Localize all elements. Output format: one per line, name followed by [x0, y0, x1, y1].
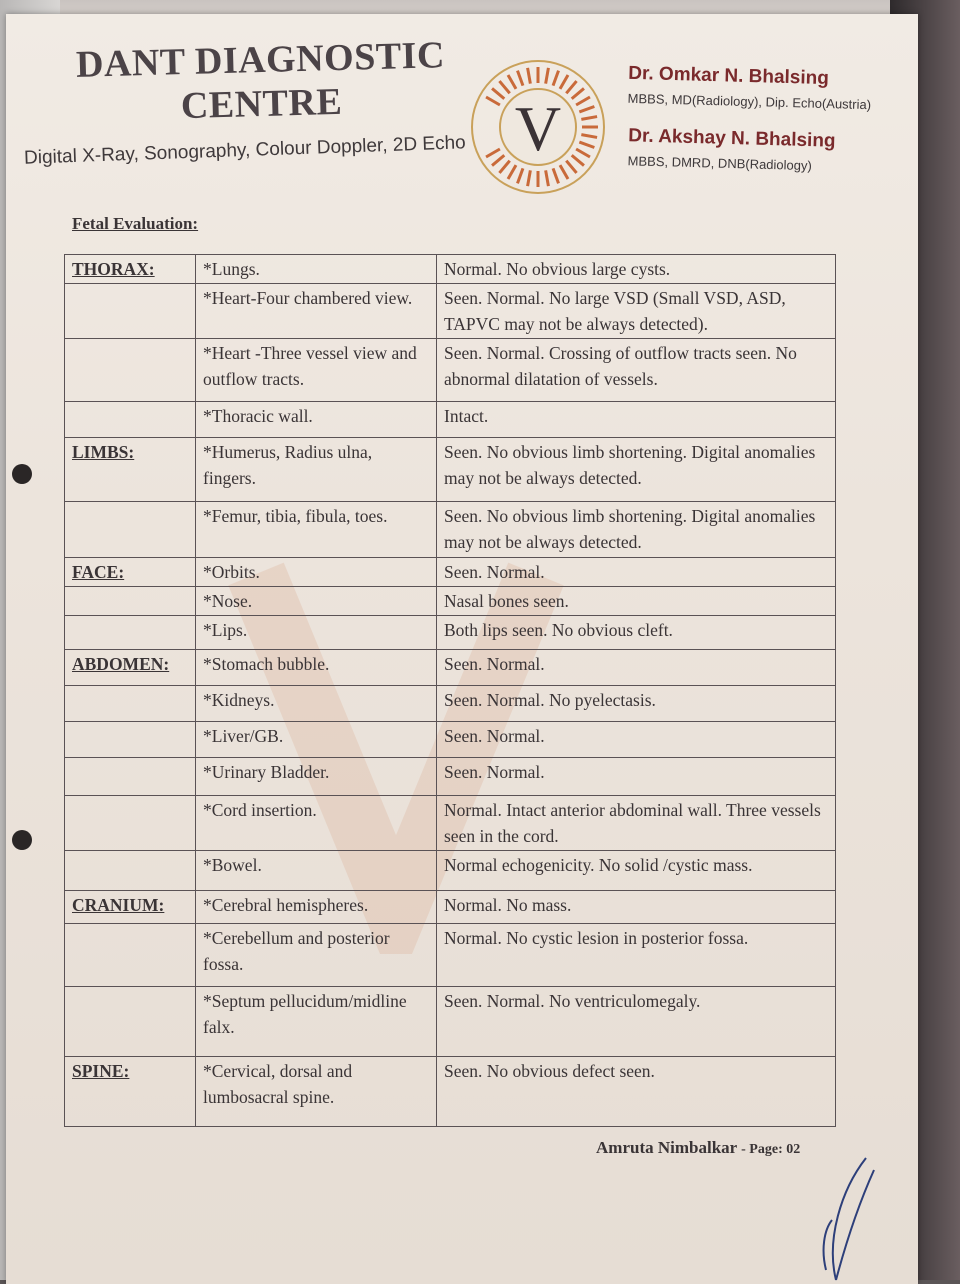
- item-cell: *Orbits.: [196, 558, 437, 587]
- logo-ray: [508, 75, 516, 89]
- doctor-1: [627, 63, 872, 112]
- logo-ray: [528, 170, 531, 186]
- item-cell: *Thoracic wall.: [196, 402, 437, 438]
- category-cell: [65, 851, 196, 891]
- logo-ray: [566, 81, 576, 93]
- table-row: [65, 402, 836, 438]
- table-row: [65, 987, 836, 1057]
- table-row: [65, 891, 836, 924]
- item-cell: *Humerus, Radius ulna, fingers.: [196, 438, 437, 502]
- logo-ray: [486, 149, 500, 157]
- patient-name: Amruta Nimbalkar: [596, 1138, 737, 1157]
- finding-cell: Normal. No cystic lesion in posterior fossa.: [437, 924, 836, 987]
- item-cell: *Urinary Bladder.: [196, 758, 437, 796]
- table-row: [65, 438, 836, 502]
- category-cell: [65, 587, 196, 616]
- logo-ray: [572, 88, 584, 98]
- category-cell: FACE:: [65, 558, 196, 587]
- logo-ray: [517, 71, 522, 86]
- finding-cell: Intact.: [437, 402, 836, 438]
- item-cell: *Femur, tibia, fibula, toes.: [196, 502, 437, 558]
- category-cell: THORAX:: [65, 255, 196, 284]
- finding-cell: Both lips seen. No obvious cleft.: [437, 616, 836, 650]
- table-row: [65, 255, 836, 284]
- item-cell: *Cerebral hemispheres.: [196, 891, 437, 924]
- table-row: [65, 616, 836, 650]
- logo-ray: [579, 106, 594, 111]
- logo-letter: V: [514, 93, 562, 164]
- page-label: - Page: 02: [741, 1142, 801, 1157]
- item-cell: *Cervical, dorsal and lumbosacral spine.: [196, 1057, 437, 1127]
- finding-cell: Seen. Normal. No pyelectasis.: [437, 686, 836, 722]
- finding-cell: Seen. Normal.: [437, 650, 836, 686]
- section-title: Fetal Evaluation:: [72, 214, 199, 233]
- logo-ray: [499, 161, 509, 173]
- logo-ray: [499, 81, 509, 93]
- item-cell: *Liver/GB.: [196, 722, 437, 758]
- services-line: Digital X-Ray, Sonography, Colour Doppler, 2D Echo: [23, 132, 467, 169]
- center-logo-icon: [468, 52, 608, 202]
- center-name: [45, 32, 477, 131]
- doctor-2-name: Dr. Akshay N. Bhalsing: [628, 125, 836, 152]
- finding-cell: Nasal bones seen.: [437, 587, 836, 616]
- table-row: [65, 339, 836, 402]
- logo-ray: [576, 97, 590, 105]
- logo-ray: [528, 68, 531, 84]
- logo-ray: [492, 88, 504, 98]
- finding-cell: Seen. Normal. Crossing of outflow tracts seen. No abnormal dilatation of vessels.: [437, 339, 836, 402]
- doctor-2: [627, 125, 835, 173]
- finding-cell: Seen. Normal.: [437, 558, 836, 587]
- finding-cell: Seen. Normal.: [437, 722, 836, 758]
- signature-icon: [796, 1150, 886, 1284]
- category-cell: [65, 402, 196, 438]
- logo-ray: [581, 117, 597, 120]
- logo-ray: [576, 149, 590, 157]
- logo-ray: [566, 161, 576, 173]
- table-row: [65, 502, 836, 558]
- finding-cell: Seen. Normal. No ventriculomegaly.: [437, 987, 836, 1057]
- finding-cell: Seen. Normal.: [437, 758, 836, 796]
- category-cell: ABDOMEN:: [65, 650, 196, 686]
- finding-cell: Normal. No obvious large cysts.: [437, 255, 836, 284]
- item-cell: *Heart-Four chambered view.: [196, 284, 437, 339]
- logo-ray: [508, 165, 516, 179]
- category-cell: LIMBS:: [65, 438, 196, 502]
- doctor-1-name: Dr. Omkar N. Bhalsing: [628, 62, 830, 90]
- finding-cell: Normal echogenicity. No solid /cystic mass.: [437, 851, 836, 891]
- item-cell: *Heart -Three vessel view and outflow tracts.: [196, 339, 437, 402]
- item-cell: *Lungs.: [196, 255, 437, 284]
- category-cell: [65, 616, 196, 650]
- category-cell: CRANIUM:: [65, 891, 196, 924]
- table-row: [65, 758, 836, 796]
- category-cell: [65, 502, 196, 558]
- finding-cell: Seen. No obvious limb shortening. Digital anomalies may not be always detected.: [437, 502, 836, 558]
- doctor-2-qualification: MBBS, DMRD, DNB(Radiology): [627, 153, 813, 174]
- logo-ray: [517, 168, 522, 183]
- item-cell: *Stomach bubble.: [196, 650, 437, 686]
- logo-ray: [553, 168, 558, 183]
- finding-cell: Normal. Intact anterior abdominal wall. Three vessels seen in the cord.: [437, 796, 836, 851]
- category-cell: SPINE:: [65, 1057, 196, 1127]
- table-row: [65, 851, 836, 891]
- fetal-evaluation-table: [64, 254, 836, 1127]
- table-body: [65, 255, 836, 1127]
- logo-ray: [572, 155, 584, 165]
- category-cell: [65, 758, 196, 796]
- item-cell: *Nose.: [196, 587, 437, 616]
- logo-ray: [581, 135, 597, 138]
- logo-ray: [553, 71, 558, 86]
- table-row: [65, 284, 836, 339]
- category-cell: [65, 722, 196, 758]
- table-row: [65, 722, 836, 758]
- logo-ray: [492, 155, 504, 165]
- category-cell: [65, 987, 196, 1057]
- finding-cell: Seen. No obvious limb shortening. Digital anomalies may not be always detected.: [437, 438, 836, 502]
- category-cell: [65, 284, 196, 339]
- finding-cell: Seen. Normal. No large VSD (Small VSD, ASD, TAPVC may not be always detected).: [437, 284, 836, 339]
- item-cell: *Bowel.: [196, 851, 437, 891]
- table-row: [65, 686, 836, 722]
- table-row: [65, 587, 836, 616]
- logo-ray: [560, 75, 568, 89]
- report-page: [6, 14, 918, 1284]
- item-cell: *Cord insertion.: [196, 796, 437, 851]
- center-name-line1: DANT DIAGNOSTIC: [75, 34, 446, 86]
- table-row: [65, 924, 836, 987]
- category-cell: [65, 924, 196, 987]
- item-cell: *Lips.: [196, 616, 437, 650]
- table-row: [65, 558, 836, 587]
- table-row: [65, 1057, 836, 1127]
- punch-hole-icon: [12, 464, 32, 484]
- finding-cell: Seen. No obvious defect seen.: [437, 1057, 836, 1127]
- footer: [596, 1138, 800, 1158]
- logo-ray: [560, 165, 568, 179]
- logo-ray: [486, 97, 500, 105]
- logo-ray: [546, 68, 549, 84]
- item-cell: *Septum pellucidum/midline falx.: [196, 987, 437, 1057]
- category-cell: [65, 339, 196, 402]
- finding-cell: Normal. No mass.: [437, 891, 836, 924]
- item-cell: *Cerebellum and posterior fossa.: [196, 924, 437, 987]
- category-cell: [65, 686, 196, 722]
- doctor-1-qualification: MBBS, MD(Radiology), Dip. Echo(Austria): [627, 90, 872, 113]
- item-cell: *Kidneys.: [196, 686, 437, 722]
- punch-hole-icon: [12, 830, 32, 850]
- category-cell: [65, 796, 196, 851]
- table-row: [65, 796, 836, 851]
- center-name-line2: CENTRE: [180, 80, 343, 128]
- logo-ray: [579, 142, 594, 147]
- table-row: [65, 650, 836, 686]
- logo-ray: [546, 170, 549, 186]
